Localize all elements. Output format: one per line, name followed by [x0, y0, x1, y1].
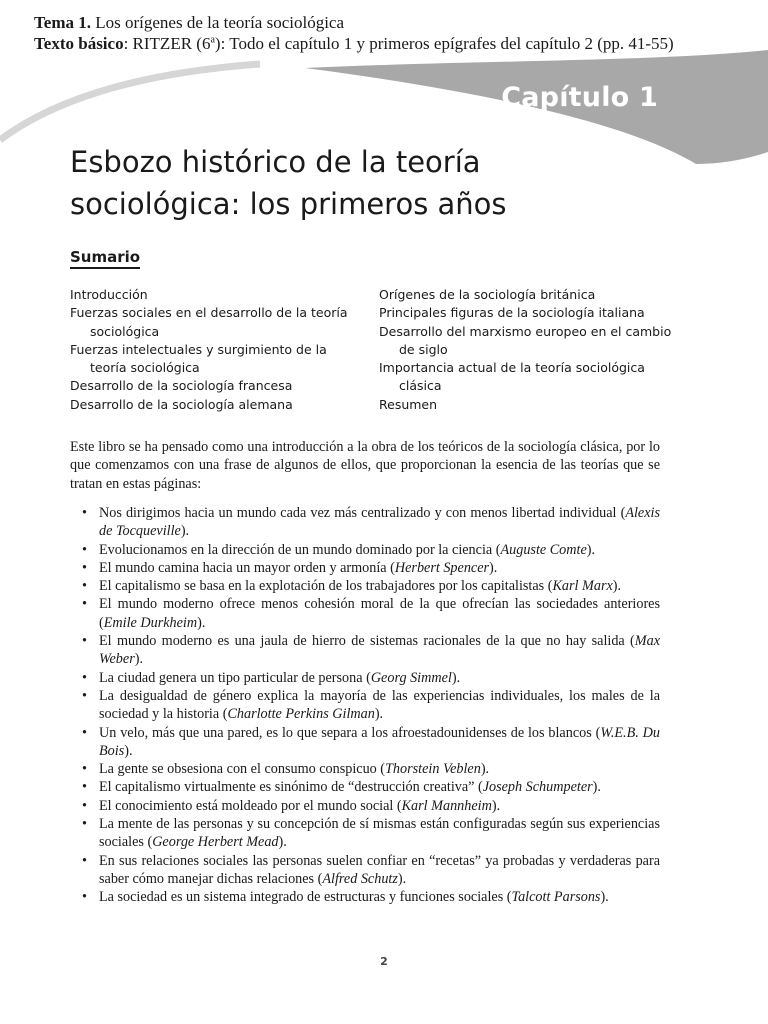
quote-text: La desigualdad de género explica la mayoría de las experiencias individuales, los males de la sociedad y la historia ( [99, 687, 660, 723]
texto-basico-post: ): Todo el capítulo 1 y primeros epígrafes del capítulo 2 (pp. 41-55) [214, 34, 674, 53]
quote-item [77, 632, 660, 669]
summary-item: Fuerzas sociales en el desarrollo de la teoría sociológica [70, 305, 348, 339]
quote-end: ). [451, 669, 461, 686]
bullet-icon: • [82, 816, 87, 833]
summary-item: Desarrollo de la sociología francesa [70, 378, 293, 394]
quote-item [77, 815, 660, 852]
quote-text: En sus relaciones sociales las personas suelen confiar en “recetas” ya probadas y verdaderas para saber cómo manejar dichas relaciones ( [99, 852, 660, 887]
bullet-icon: • [82, 578, 87, 595]
quote-end: ). [586, 541, 596, 558]
quote-item [77, 888, 660, 906]
quote-author: Karl Marx [552, 578, 613, 595]
chapter-label: Capítulo 1 [501, 82, 658, 113]
bullet-icon: • [82, 889, 87, 906]
summary-item: Desarrollo de la sociología alemana [70, 396, 293, 412]
quote-text: Un velo, más que una pared, es lo que separa a los afroestadounidenses de los blancos ( [99, 724, 601, 741]
summary-right-column [379, 286, 679, 414]
quote-end: ). [491, 797, 501, 814]
bullet-icon: • [82, 852, 87, 869]
quote-item [77, 852, 660, 889]
quote-item [77, 541, 660, 559]
quote-text: Evolucionamos en la dirección de un mundo dominado por la ciencia ( [99, 541, 501, 558]
quote-author: Alexis de Tocqueville [99, 505, 660, 540]
summary-item: Orígenes de la sociología británica [379, 287, 596, 302]
quote-text: La mente de las personas y su concepción de sí mismas están configuradas según sus experiencias sociales ( [99, 816, 660, 851]
quote-item [77, 778, 660, 796]
quote-text: El mundo camina hacia un mayor orden y armonía ( [99, 559, 395, 576]
quote-item [77, 504, 660, 541]
bullet-icon: • [82, 596, 87, 613]
quote-author: Georg Simmel [370, 669, 452, 686]
quote-item [77, 724, 660, 761]
chapter-title [70, 141, 670, 225]
banner-light-arc [0, 64, 260, 140]
intro-paragraph: Este libro se ha pensado como una introducción a la obra de los teóricos de la sociología clásica, por lo que comenzamos con una frase de algunos de ellos, que proporcionan la esencia de las teorías que se tratan en estas páginas: [70, 439, 660, 492]
bullet-icon: • [82, 687, 87, 704]
quote-author: George Herbert Mead [152, 834, 279, 851]
quote-end: ). [397, 870, 407, 887]
bullet-icon: • [82, 505, 87, 521]
quote-author: Max Weber [99, 633, 660, 668]
chapter-title-line-1: Esbozo histórico de la teoría [70, 145, 481, 179]
tema-label: Tema 1. [34, 13, 91, 32]
course-header [34, 12, 674, 54]
quote-item [77, 577, 660, 595]
texto-basico-line [34, 33, 674, 54]
quote-end: ). [480, 761, 490, 778]
quote-end: ). [124, 742, 133, 759]
summary-item: Resumen [379, 396, 438, 412]
quote-text: El mundo moderno es una jaula de hierro de sistemas racionales de la que no hay salida ( [99, 633, 635, 650]
quote-end: ). [180, 523, 190, 540]
page-number: 2 [380, 955, 388, 968]
quote-text: La gente se obsesiona con el consumo conspicuo ( [99, 761, 386, 778]
texto-basico-label: Texto básico [34, 34, 124, 53]
quote-item [77, 595, 660, 632]
quote-author: W.E.B. Du Bois [99, 724, 660, 759]
quote-end: ). [592, 779, 601, 796]
quote-text: El conocimiento está moldeado por el mundo social ( [99, 797, 402, 814]
quote-author: Talcott Parsons [511, 889, 601, 906]
quote-text: El capitalismo virtualmente es sinónimo de “destrucción creativa” ( [99, 779, 483, 796]
quote-end: ). [489, 559, 498, 576]
quote-text: Nos dirigimos hacia un mundo cada vez más centralizado y con menos libertad individual ( [99, 505, 626, 521]
quote-author: Herbert Spencer [394, 559, 490, 576]
quote-end: ). [612, 578, 622, 595]
quote-item [77, 687, 660, 724]
texto-basico-pre: : RITZER (6 [123, 34, 211, 53]
tema-text: Los orígenes de la teoría sociológica [95, 13, 345, 32]
quote-author: Thorstein Veblen [385, 761, 481, 778]
quote-end: ). [197, 614, 206, 631]
summary-item: Desarrollo del marxismo europeo en el cambio de siglo [379, 323, 672, 357]
bullet-icon: • [82, 559, 87, 576]
tema-line [34, 12, 674, 33]
quote-text: La sociedad es un sistema integrado de estructuras y funciones sociales ( [99, 889, 512, 906]
quote-text: La ciudad genera un tipo particular de persona ( [99, 669, 371, 686]
chapter-title-line-2: sociológica: los primeros años [70, 187, 507, 221]
bullet-icon: • [82, 669, 87, 686]
quote-item [77, 760, 660, 778]
quote-item [77, 669, 660, 687]
quote-text: El capitalismo se basa en la explotación de los trabajadores por los capitalistas ( [99, 578, 553, 595]
summary-left-column [70, 286, 360, 414]
quote-author: Emile Durkheim [103, 614, 198, 631]
quote-item [77, 559, 660, 577]
bullet-icon: • [82, 779, 87, 796]
summary-item: Principales figuras de la sociología italiana [379, 305, 645, 321]
bullet-icon: • [82, 761, 87, 778]
summary-heading: Sumario [70, 248, 140, 269]
quote-item [77, 797, 660, 815]
bullet-icon: • [82, 724, 87, 741]
bullet-icon: • [82, 797, 87, 814]
quote-author: Joseph Schumpeter [482, 779, 593, 796]
bullet-icon: • [82, 541, 87, 558]
quote-text: El mundo moderno ofrece menos cohesión moral de la que ofrecían las sociedades anteriores ( [99, 596, 660, 631]
quote-author: Charlotte Perkins Gilman [227, 706, 375, 723]
texto-basico-sup: a [210, 34, 215, 46]
summary-item: Importancia actual de la teoría sociológica clásica [379, 360, 645, 394]
quote-author: Auguste Comte [500, 541, 587, 558]
quote-author: Karl Mannheim [401, 797, 492, 814]
quote-end: ). [374, 706, 384, 723]
summary-item: Fuerzas intelectuales y surgimiento de la teoría sociológica [70, 341, 327, 376]
summary-item: Introducción [70, 287, 148, 302]
quote-end: ). [134, 651, 144, 668]
quote-end: ). [278, 834, 287, 851]
theorist-quotes-list [77, 504, 660, 907]
bullet-icon: • [82, 633, 87, 650]
quote-end: ). [600, 889, 609, 906]
quote-author: Alfred Schutz [322, 870, 398, 887]
